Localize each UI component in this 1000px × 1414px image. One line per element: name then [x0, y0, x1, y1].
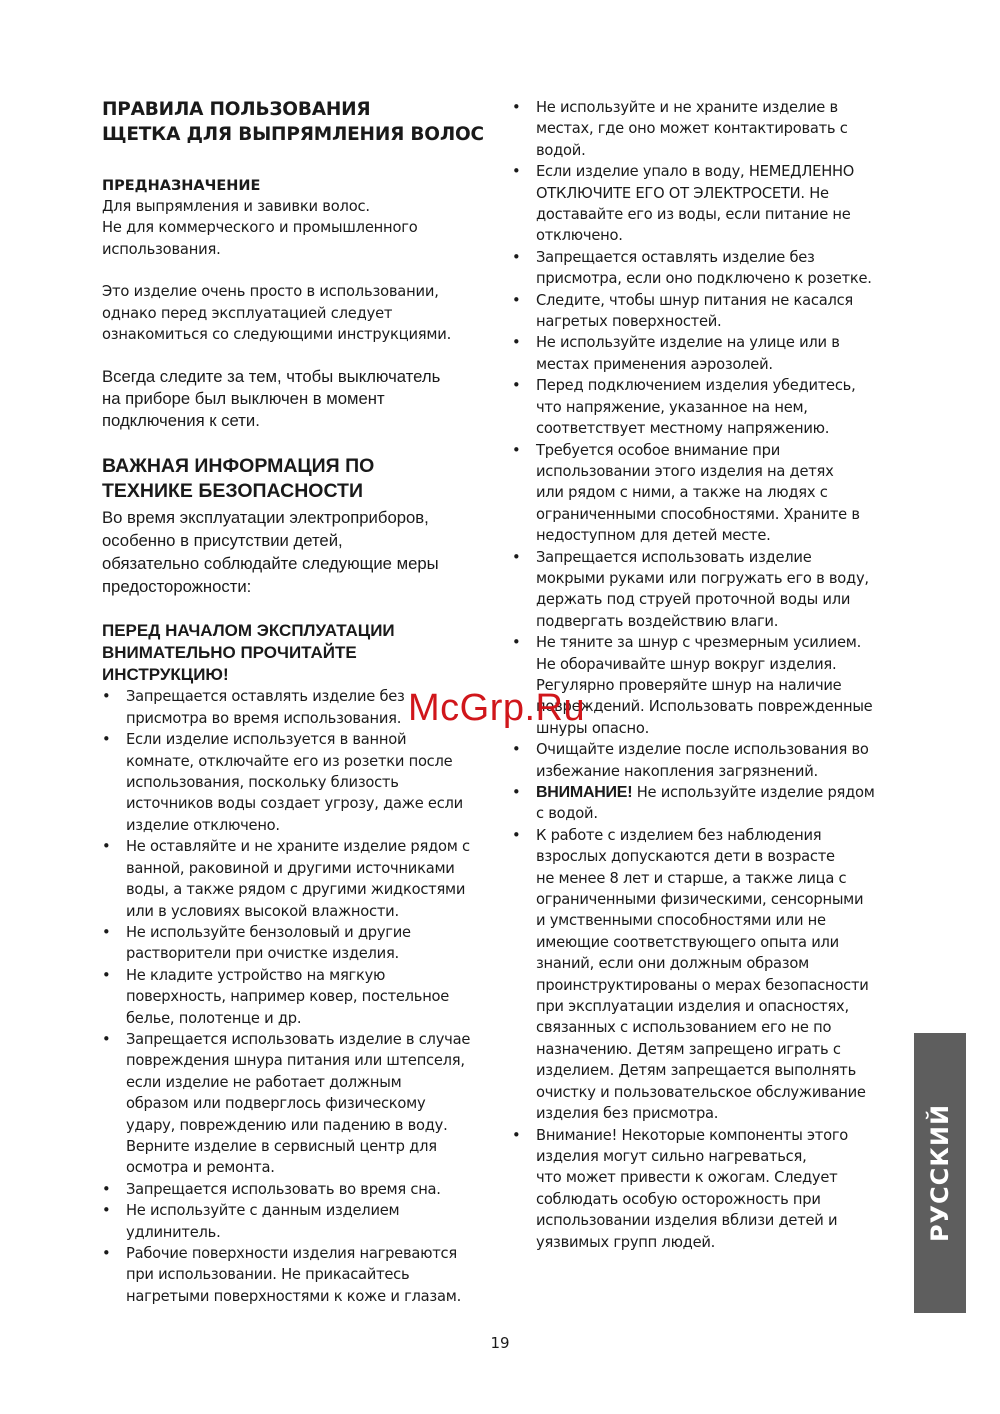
- bullet-dot: •: [102, 1202, 111, 1220]
- list-item: • Запрещается использовать изделие мокрыми руками или погружать его в воду, держать под струей проточной воды или подвергать воздействию влаги.: [512, 548, 869, 630]
- bullet-dot: •: [102, 966, 111, 984]
- warning-item: • ВНИМАНИЕ! Не используйте изделие рядом с водой.: [512, 784, 875, 823]
- bullet-dot: •: [512, 548, 521, 566]
- bullet-dot: •: [512, 634, 521, 652]
- safety-intro: Во время эксплуатации электроприборов, особенно в присутствии детей, обязательно соблюдайте следующие меры предосторожности:: [102, 508, 439, 597]
- warning-label: ВНИМАНИЕ!: [536, 784, 633, 801]
- list-item: • Перед подключением изделия убедитесь, что напряжение, указанное на нем, соответствует местному напряжению.: [512, 377, 856, 438]
- language-tab: [914, 1033, 966, 1313]
- list-item: • К работе с изделием без наблюдения взрослых допускаются дети в возрасте не менее 8 лет и старше, а также лица с ограниченными физическими, сенсорными и умственными способностями или не имеющие соответствующего опыта или знаний, если они должным образом проинструктированы о мерах безопасности при эксплуатации изделия и опасностях, связанных с использованием его не по назначению. Детям запрещено играть с изделием. Детям запрещается выполнять очистку и пользовательское обслуживание изделия без присмотра.: [512, 826, 869, 1123]
- bullet-dot: •: [102, 1180, 111, 1198]
- bullet-dot: •: [512, 334, 521, 352]
- bullet-dot: •: [102, 923, 111, 941]
- list-item: • Не используйте и не храните изделие в местах, где оно может контактировать с водой.: [512, 99, 848, 159]
- bullet-dot: •: [512, 99, 521, 116]
- list-item: • Если изделие упало в воду, НЕМЕДЛЕННО ОТКЛЮЧИТЕ ЕГО ОТ ЭЛЕКТРОСЕТИ. Не доставайте его из воды, если питание не отключено.: [512, 163, 855, 245]
- warning-list: [512, 782, 904, 825]
- bullet-dot: •: [512, 1126, 521, 1144]
- page-title: ПРАВИЛА ПОЛЬЗОВАНИЯ ЩЕТКА ДЛЯ ВЫПРЯМЛЕНИЯ ВОЛОС: [102, 99, 484, 145]
- left-bullet-list: [102, 686, 492, 1307]
- bullet-dot: •: [102, 838, 111, 856]
- list-item: • Не кладите устройство на мягкую поверхность, например ковер, постельное белье, полотенце и др.: [102, 966, 450, 1027]
- list-item: • Если изделие используется в ванной комнате, отключайте его из розетки после использования, поскольку близость источников воды создает угрозу, даже если изделие отключено.: [102, 731, 463, 834]
- watermark: McGrp.Ru: [408, 687, 586, 729]
- list-item: • Запрещается использовать во время сна.: [102, 1179, 492, 1200]
- language-tab-label: РУССКИЙ: [926, 1103, 954, 1243]
- list-item: • Не используйте с данным изделием удлинитель.: [102, 1202, 400, 1241]
- bullet-dot: •: [102, 688, 111, 706]
- read-instructions-heading: ПЕРЕД НАЧАЛОМ ЭКСПЛУАТАЦИИ ВНИМАТЕЛЬНО ПРОЧИТАЙТЕ ИНСТРУКЦИЮ!: [102, 621, 395, 685]
- bullet-dot: •: [512, 163, 521, 181]
- page-number: 19: [490, 1334, 510, 1352]
- purpose-text: Для выпрямления и завивки волос. Не для коммерческого и промышленного использования.: [102, 198, 418, 258]
- list-item: • Не используйте бензоловый и другие растворители при очистке изделия.: [102, 923, 411, 963]
- bullet-dot: •: [512, 826, 521, 844]
- list-item: • Не оставляйте и не храните изделие рядом с ванной, раковиной и другими источниками воды, а также рядом с другими жидкостями или в условиях высокой влажности.: [102, 838, 470, 920]
- right-bullet-list-tail: [512, 825, 904, 1253]
- bullet-dot: •: [512, 291, 521, 309]
- list-item: • Рабочие поверхности изделия нагреваются при использовании. Не прикасайтесь нагретыми поверхностями к коже и глазам.: [102, 1245, 461, 1305]
- bullet-dot: •: [512, 784, 521, 801]
- bullet-dot: •: [512, 441, 521, 459]
- right-bullet-list: [512, 97, 904, 782]
- list-item: • Очищайте изделие после использования во избежание накопления загрязнений.: [512, 741, 869, 780]
- purpose-heading: ПРЕДНАЗНАЧЕНИЕ: [102, 178, 261, 194]
- list-item: • Внимание! Некоторые компоненты этого изделия могут сильно нагреваться, что может привести к ожогам. Следует соблюдать особую осторожность при использовании изделия вблизи детей и уязвимых групп людей.: [512, 1126, 849, 1251]
- intro-text: Это изделие очень просто в использовании, однако перед эксплуатацией следует ознакомиться со следующими инструкциями.: [102, 283, 452, 344]
- list-item: • Не тяните за шнур с чрезмерным усилием. Не оборачивайте шнур вокруг изделия. Регулярно проверяйте шнур на наличие повреждений. Использовать поврежденные шнуры опасно.: [512, 634, 873, 737]
- switch-note: Всегда следите за тем, чтобы выключатель на приборе был выключен в момент подключения к сети.: [102, 367, 441, 431]
- list-item: • Требуется особое внимание при использовании этого изделия на детях или рядом с ними, а также на людях с ограниченными способностями. Храните в недоступном для детей месте.: [512, 441, 860, 545]
- list-item: • Не используйте изделие на улице или в местах применения аэрозолей.: [512, 334, 840, 373]
- bullet-dot: •: [512, 377, 521, 395]
- right-column: [512, 97, 904, 1253]
- bullet-dot: •: [102, 731, 111, 749]
- safety-heading: ВАЖНАЯ ИНФОРМАЦИЯ ПО ТЕХНИКЕ БЕЗОПАСНОСТИ: [102, 455, 375, 503]
- list-item: • Запрещается оставлять изделие без присмотра во время использования.: [102, 688, 405, 727]
- bullet-dot: •: [102, 1030, 111, 1048]
- list-item: • Запрещается использовать изделие в случае повреждения шнура питания или штепселя, если изделие не работает должным образом или подверглось физическому удару, повреждению или падению в воду. Верните изделие в сервисный центр для осмотра и ремонта.: [102, 1030, 471, 1177]
- list-item: • Запрещается оставлять изделие без присмотра, если оно подключено к розетке.: [512, 248, 872, 288]
- list-item: • Следите, чтобы шнур питания не касался нагретых поверхностей.: [512, 291, 853, 331]
- bullet-dot: •: [512, 741, 521, 759]
- bullet-dot: •: [102, 1245, 111, 1262]
- bullet-dot: •: [512, 248, 521, 266]
